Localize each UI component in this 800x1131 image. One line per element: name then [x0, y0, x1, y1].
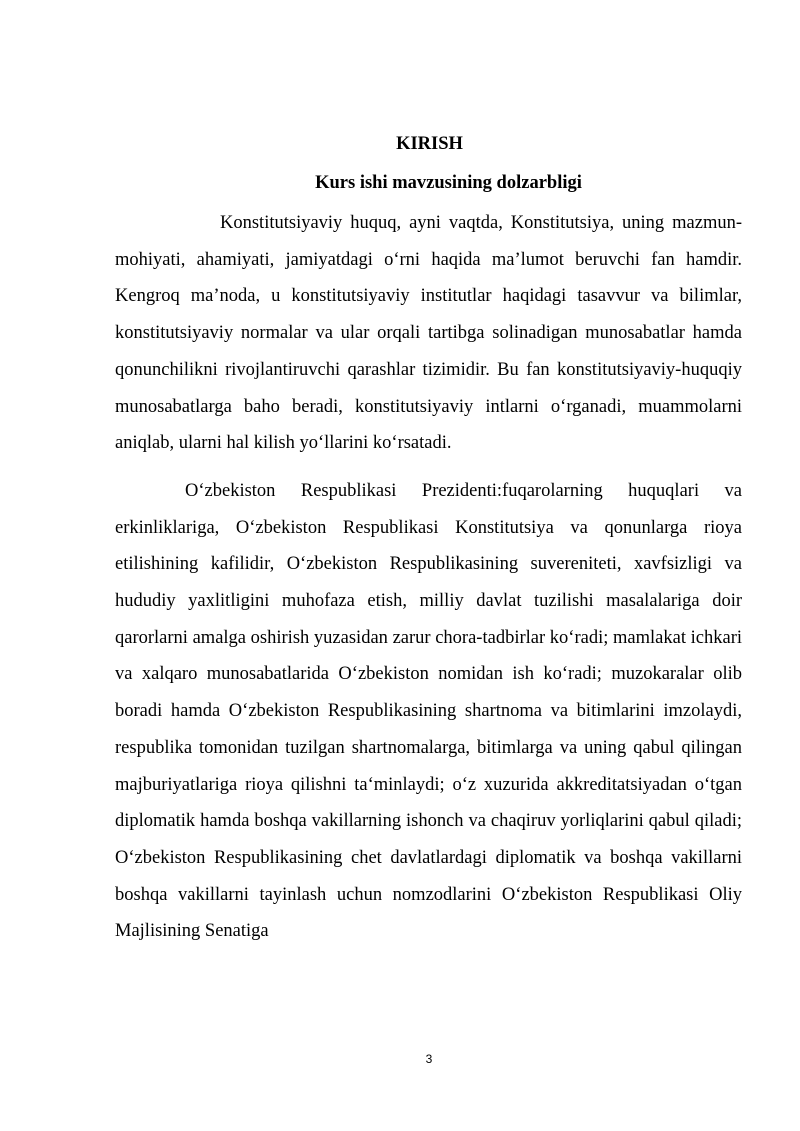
paragraph-constitutional-law: Konstitutsiyaviy huquq, ayni vaqtda, Konstitutsiya, uning mazmun-mohiyati, ahamiyati, jamiyatdagi o‘rni haqida ma’lumot beruvchi fan hamdir. Kengroq ma’noda, u konstitutsiyaviy institutlar haqidagi tasavvur va bilimlar, konstitutsiyaviy normalar va ular orqali tartibga solinadigan munosabatlar hamda qonunchilikni rivojlantiruvchi qarashlar tizimidir. Bu fan konstitutsiyaviy-huquqiy munosabatlarga baho beradi, konstitutsiyaviy intlarni o‘rganadi, muammolarni aniqlab, ularni hal kilish yo‘llarini ko‘rsatadi. — [115, 213, 742, 454]
section-subtitle: Kurs ishi mavzusining dolzarbligi — [315, 173, 582, 193]
page-number: 3 — [425, 1052, 433, 1066]
document-content — [115, 130, 742, 950]
paragraph-president-powers: O‘zbekiston Respublikasi Prezidenti:fuqarolarning huquqlari va erkinliklariga, O‘zbekiston Respublikasi Konstitutsiya va qonunlarga rioya etilishining kafilidir, O‘zbekiston Respublikasining suvereniteti, xavfsizligi va hududiy yaxlitligini muhofaza etish, milliy davlat tuzilishi masalalariga doir qarorlarni amalga oshirish yuzasidan zarur chora-tadbirlar ko‘radi; mamlakat ichkari va xalqaro munosabatlarida O‘zbekiston nomidan ish ko‘radi; muzokaralar olib boradi hamda O‘zbekiston Respublikasining shartnoma va bitimlarini imzolaydi, respublika tomonidan tuzilgan shartnomalarga, bitimlarga va uning qabul qilingan majburiyatlariga rioya qilishni ta‘minlaydi; o‘z xuzurida akkreditatsiyadan o‘tgan diplomatik hamda boshqa vakillarning ishonch va chaqiruv yorliqlarini qabul qiladi; O‘zbekiston Respublikasining chet davlatlardagi diplomatik va boshqa vakillarni boshqa vakillarni tayinlash uchun nomzodlarini O‘zbekiston Respublikasi Oliy Majlisining Senatiga — [115, 480, 742, 942]
page-title: KIRISH — [396, 134, 463, 154]
